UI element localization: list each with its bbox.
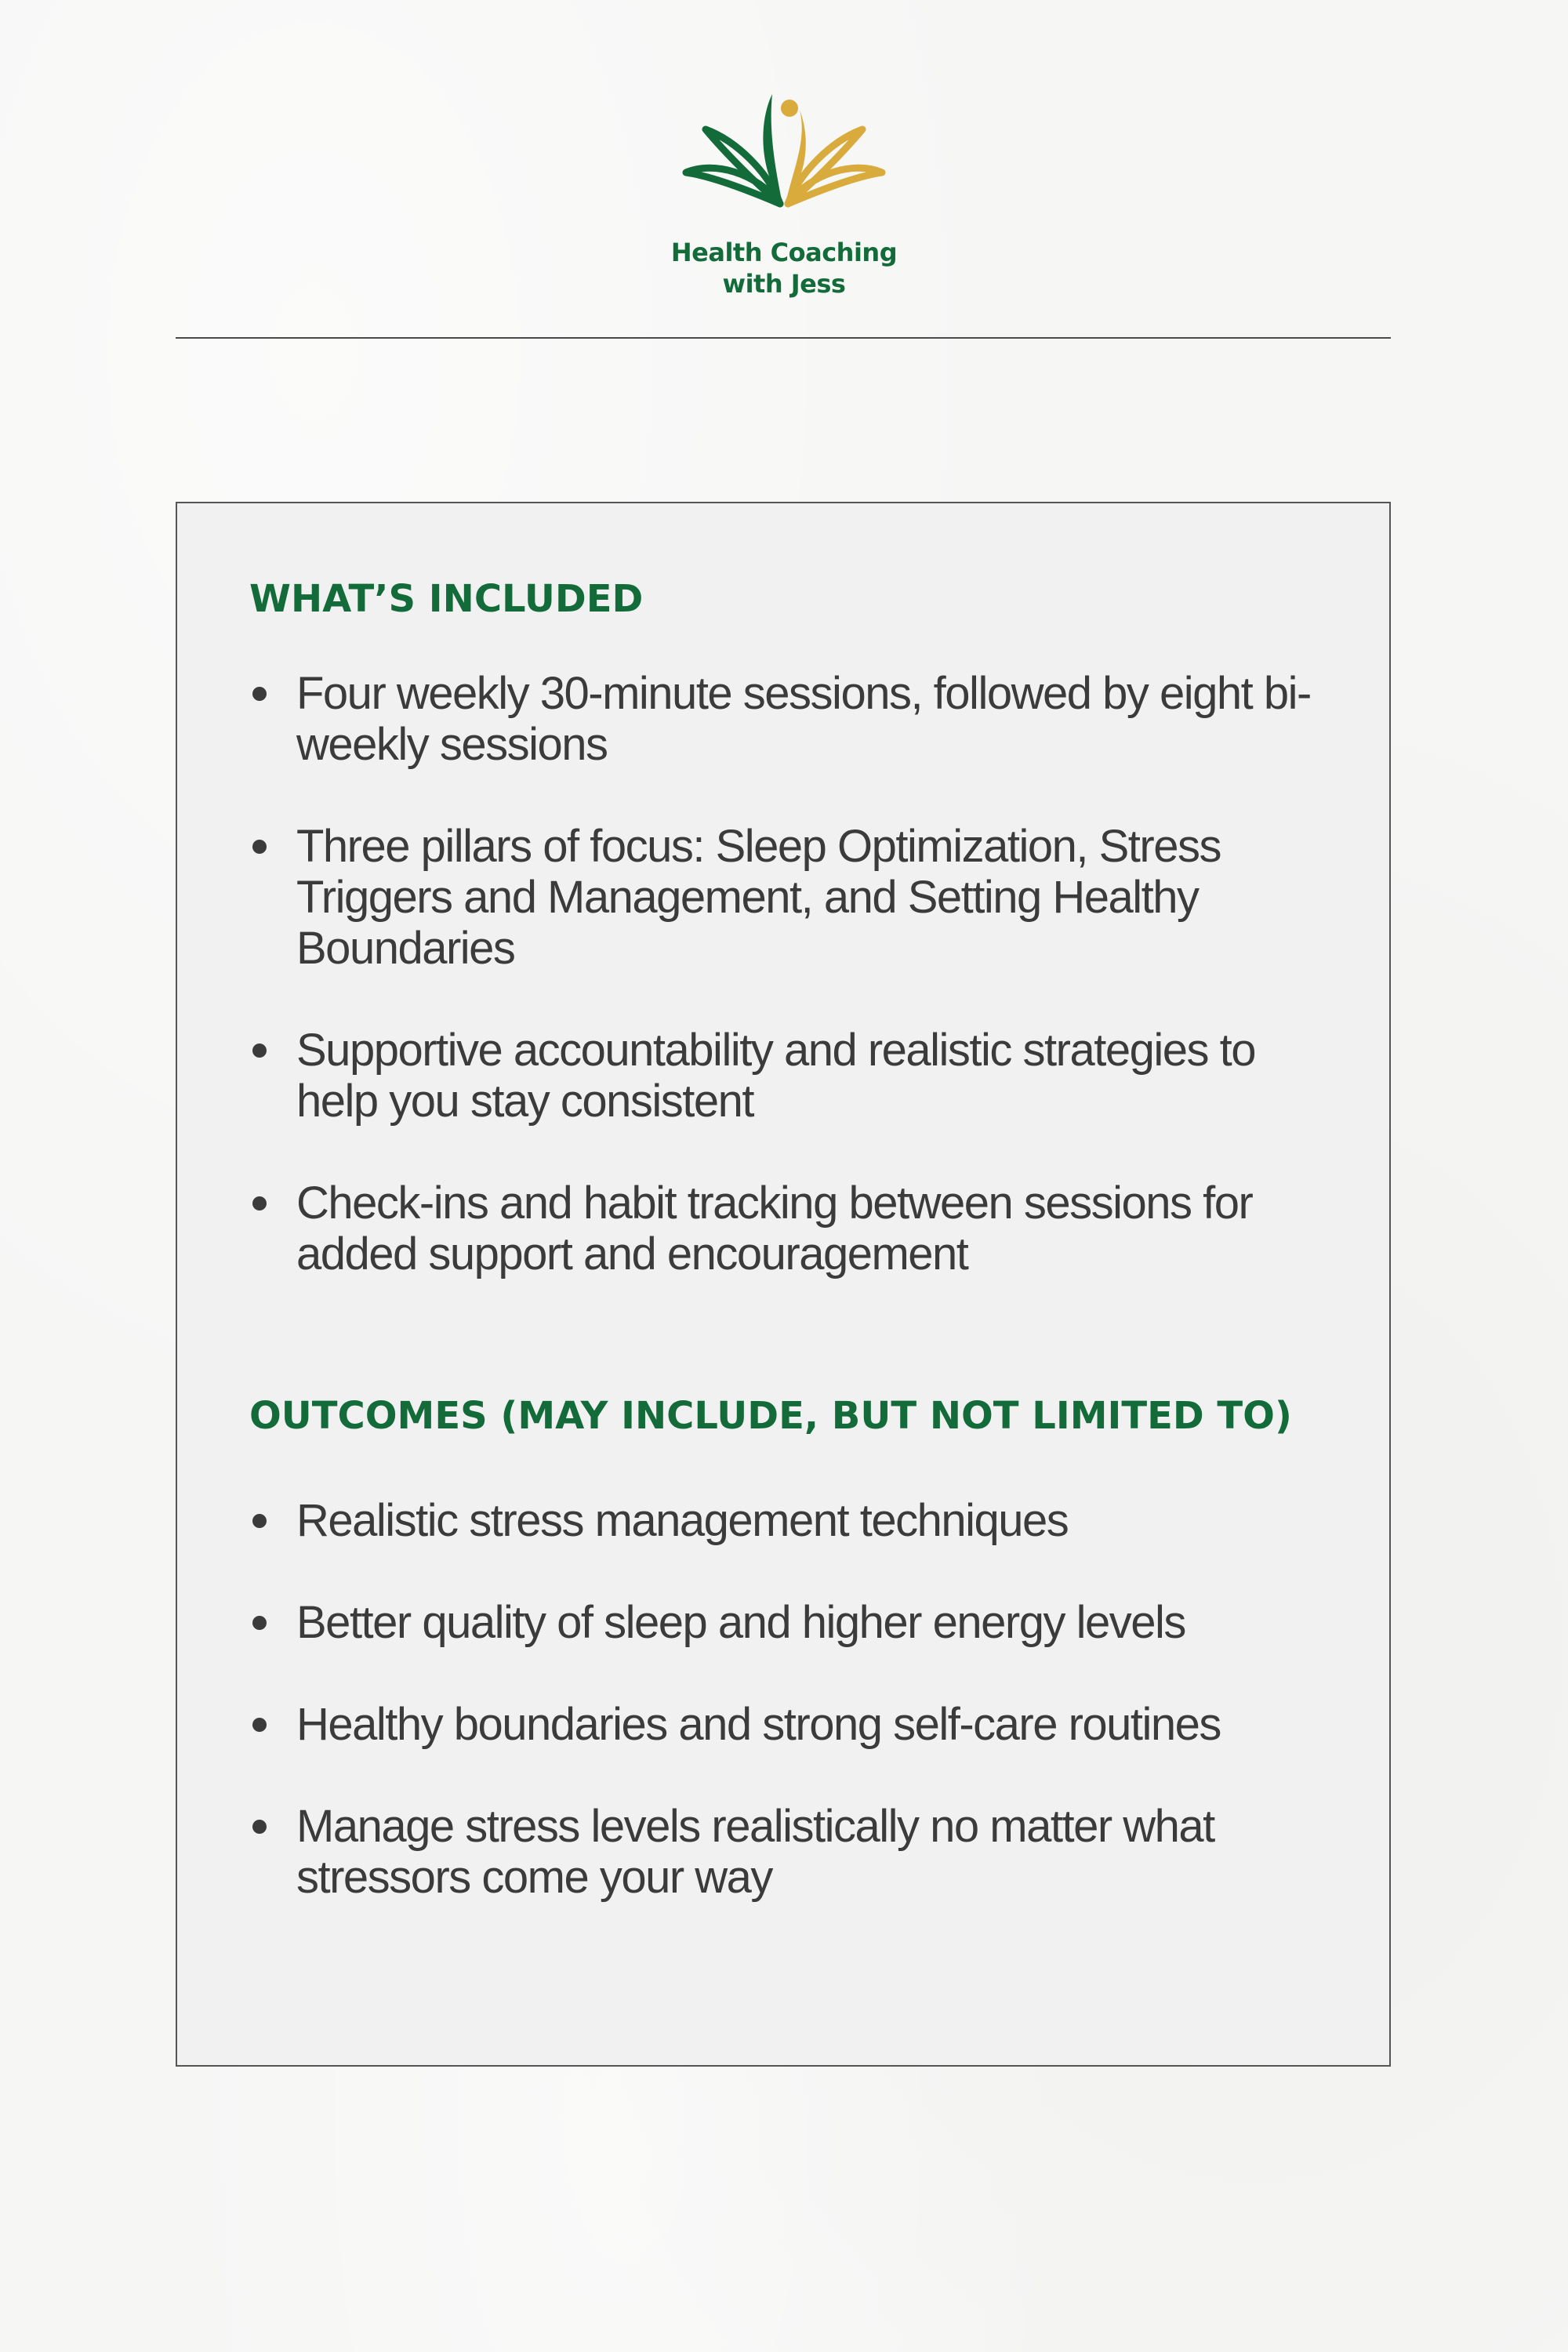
bullet-icon xyxy=(252,1514,267,1528)
included-heading: WHAT’S INCLUDED xyxy=(249,577,644,621)
brand-name-line1: Health Coaching xyxy=(670,238,898,267)
list-item xyxy=(177,1699,1389,1750)
bullet-icon xyxy=(252,1820,267,1834)
list-item-text: Manage stress levels realistically no matter what stressors come your way xyxy=(296,1801,1214,1903)
brand-header xyxy=(0,86,1568,299)
list-item-text: Three pillars of focus: Sleep Optimization, Stress Triggers and Management, and Setting Healthy Boundaries xyxy=(296,821,1221,974)
list-item xyxy=(177,668,1389,770)
outcomes-list xyxy=(177,1495,1389,1954)
header-divider xyxy=(176,337,1391,339)
list-item-text: Better quality of sleep and higher energy levels xyxy=(296,1597,1185,1648)
bullet-icon xyxy=(252,1196,267,1210)
bullet-icon xyxy=(252,687,267,701)
list-item-text: Realistic stress management techniques xyxy=(296,1495,1069,1546)
list-item xyxy=(177,1597,1389,1648)
outcomes-heading: OUTCOMES (MAY INCLUDE, BUT NOT LIMITED TO) xyxy=(249,1394,1292,1438)
list-item xyxy=(177,821,1389,974)
list-item xyxy=(177,1178,1389,1279)
brand-name-line2: with Jess xyxy=(722,269,846,299)
list-item xyxy=(177,1801,1389,1903)
list-item-text: Healthy boundaries and strong self-care routines xyxy=(296,1699,1221,1750)
list-item-text: Supportive accountability and realistic strategies to help you stay consistent xyxy=(296,1025,1255,1127)
bullet-icon xyxy=(252,840,267,854)
program-details-card xyxy=(176,502,1391,2067)
included-list xyxy=(177,668,1389,1330)
bullet-icon xyxy=(252,1616,267,1630)
bullet-icon xyxy=(252,1044,267,1058)
list-item-text: Four weekly 30-minute sessions, followed by eight bi-weekly sessions xyxy=(296,668,1311,770)
lotus-figure-icon xyxy=(682,86,886,220)
list-item xyxy=(177,1025,1389,1127)
brand-name xyxy=(0,237,1568,299)
bullet-icon xyxy=(252,1718,267,1732)
list-item xyxy=(177,1495,1389,1546)
list-item-text: Check-ins and habit tracking between sessions for added support and encouragement xyxy=(296,1178,1253,1279)
